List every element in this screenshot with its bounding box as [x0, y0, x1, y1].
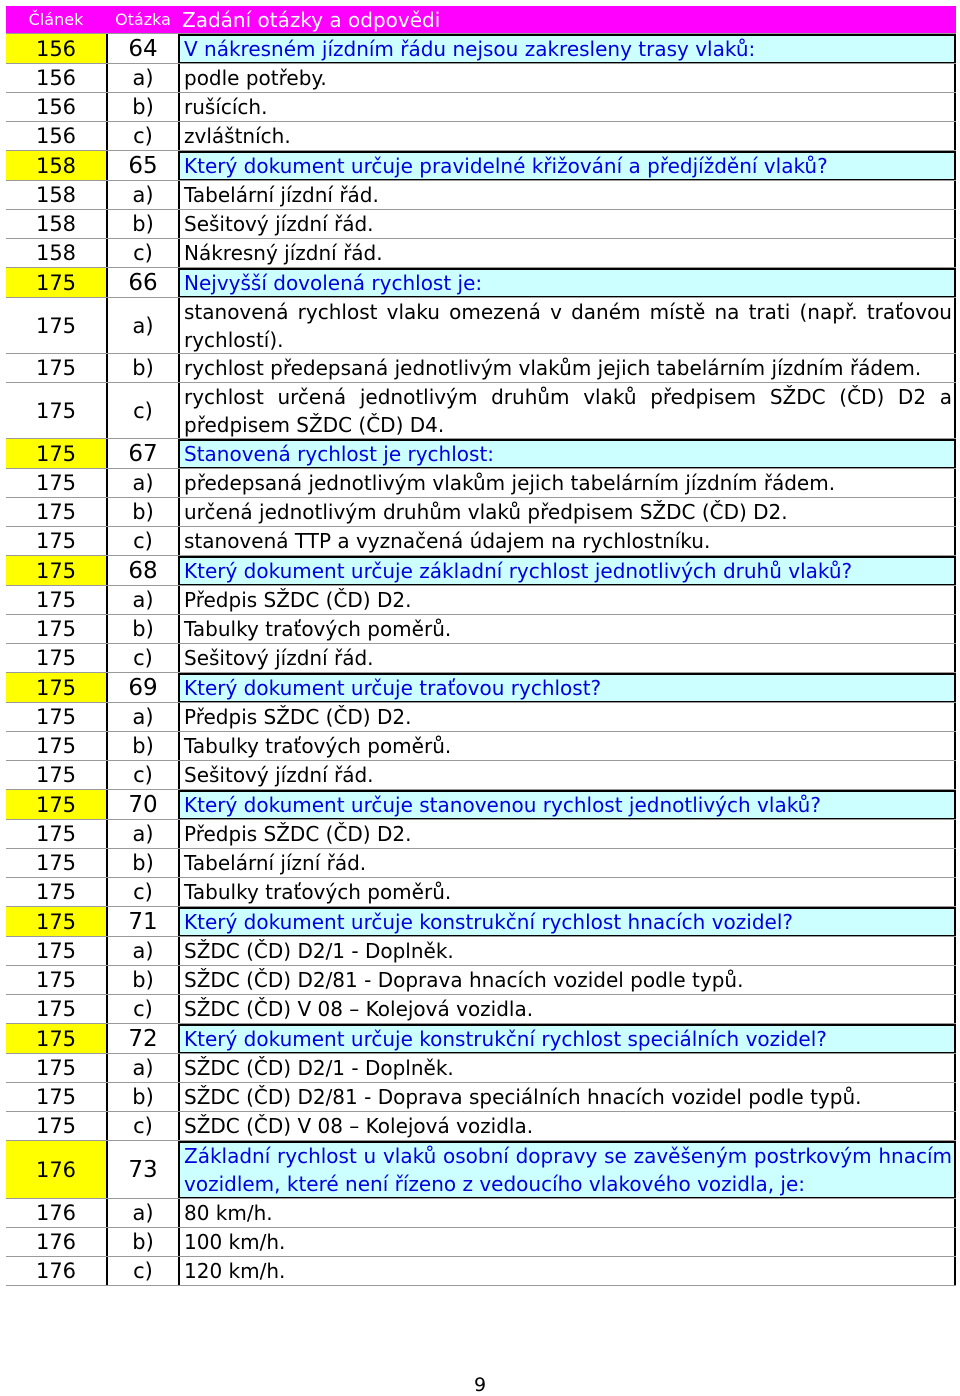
answer-text: SŽDC (ČD) V 08 – Kolejová vozidla. — [180, 1112, 956, 1140]
answer-row — [6, 298, 956, 354]
answer-letter: c) — [106, 644, 180, 672]
answer-text: SŽDC (ČD) D2/81 - Doprava speciálních hnacích vozidel podle typů. — [180, 1083, 956, 1111]
question-clanek: 156 — [6, 34, 106, 63]
answer-text: Tabulky traťových poměrů. — [180, 732, 956, 760]
question-text: Který dokument určuje pravidelné křižování a předjíždění vlaků? — [180, 151, 956, 180]
question-clanek: 175 — [6, 790, 106, 819]
answer-row — [6, 1083, 956, 1112]
answer-text: stanovená TTP a vyznačená údajem na rychlostníku. — [180, 527, 956, 555]
answer-clanek: 175 — [35, 939, 77, 963]
answer-row — [6, 527, 956, 556]
answer-letter: a) — [106, 1199, 180, 1227]
answer-letter: b) — [106, 615, 180, 643]
question-number: 66 — [106, 268, 180, 297]
answer-row — [6, 1257, 956, 1286]
answer-clanek: 175 — [35, 500, 77, 524]
answer-letter: b) — [106, 966, 180, 994]
answer-clanek: 176 — [35, 1230, 77, 1254]
answer-row — [6, 820, 956, 849]
answer-letter: c) — [106, 527, 180, 555]
question-clanek: 176 — [6, 1141, 106, 1198]
answer-row — [6, 354, 956, 383]
answer-clanek: 175 — [35, 1085, 77, 1109]
answer-letter: b) — [106, 732, 180, 760]
answer-row — [6, 239, 956, 268]
answer-text: SŽDC (ČD) D2/1 - Doplněk. — [180, 937, 956, 965]
answer-row — [6, 93, 956, 122]
answer-clanek: 175 — [35, 529, 77, 553]
answer-clanek: 176 — [35, 1259, 77, 1283]
answer-letter: c) — [106, 1112, 180, 1140]
answer-letter: b) — [106, 849, 180, 877]
answer-row — [6, 1054, 956, 1083]
question-row — [6, 1141, 956, 1199]
answer-letter: b) — [106, 354, 180, 382]
answer-clanek: 158 — [35, 241, 77, 265]
answer-row — [6, 761, 956, 790]
question-row — [6, 34, 956, 64]
answer-text: Tabelární jízní řád. — [180, 849, 956, 877]
question-row — [6, 673, 956, 703]
question-row — [6, 1024, 956, 1054]
answer-clanek: 175 — [35, 705, 77, 729]
question-row — [6, 151, 956, 181]
question-clanek: 175 — [6, 556, 106, 585]
answer-clanek: 156 — [35, 124, 77, 148]
answer-text: předepsaná jednotlivým vlakům jejich tabelárním jízdním řádem. — [180, 469, 956, 497]
answer-clanek: 175 — [35, 822, 77, 846]
question-text: Stanovená rychlost je rychlost: — [180, 439, 956, 468]
answer-row — [6, 1228, 956, 1257]
question-clanek: 158 — [6, 151, 106, 180]
answer-clanek: 175 — [35, 1056, 77, 1080]
answer-row — [6, 586, 956, 615]
question-text: Který dokument určuje konstrukční rychlost speciálních vozidel? — [180, 1024, 956, 1053]
answer-clanek: 176 — [35, 1201, 77, 1225]
answer-row — [6, 615, 956, 644]
answer-letter: a) — [106, 298, 180, 353]
answer-clanek: 175 — [35, 646, 77, 670]
question-clanek: 175 — [6, 907, 106, 936]
answer-letter: b) — [106, 1228, 180, 1256]
answer-letter: c) — [106, 995, 180, 1023]
answer-row — [6, 181, 956, 210]
answer-clanek: 175 — [35, 880, 77, 904]
answer-letter: a) — [106, 586, 180, 614]
answer-text: určená jednotlivým druhům vlaků předpisem SŽDC (ČD) D2. — [180, 498, 956, 526]
answer-text: Sešitový jízdní řád. — [180, 761, 956, 789]
answer-text: 100 km/h. — [180, 1228, 956, 1256]
answer-letter: a) — [106, 64, 180, 92]
question-clanek: 175 — [6, 268, 106, 297]
answer-clanek: 175 — [35, 588, 77, 612]
question-number: 67 — [106, 439, 180, 468]
answer-row — [6, 1199, 956, 1228]
question-number: 69 — [106, 673, 180, 702]
answer-clanek: 175 — [35, 1114, 77, 1138]
answer-clanek: 175 — [35, 356, 77, 380]
question-text: Nejvyšší dovolená rychlost je: — [180, 268, 956, 297]
answer-text: 120 km/h. — [180, 1257, 956, 1285]
header-otazka: Otázka — [115, 10, 171, 29]
header-zadani: Zadání otázky a odpovědi — [182, 7, 441, 32]
answer-text: Nákresný jízdní řád. — [180, 239, 956, 267]
answer-clanek: 175 — [35, 471, 77, 495]
question-row — [6, 268, 956, 298]
answer-text: Sešitový jízdní řád. — [180, 210, 956, 238]
answer-text: podle potřeby. — [180, 64, 956, 92]
table-header — [6, 6, 956, 34]
answer-clanek: 175 — [35, 734, 77, 758]
answer-text: SŽDC (ČD) D2/81 - Doprava hnacích vozidel podle typů. — [180, 966, 956, 994]
answer-text: rušících. — [180, 93, 956, 121]
answer-letter: b) — [106, 210, 180, 238]
answer-text: Předpis SŽDC (ČD) D2. — [180, 703, 956, 731]
question-row — [6, 790, 956, 820]
answer-letter: a) — [106, 820, 180, 848]
answer-letter: b) — [106, 93, 180, 121]
answer-clanek: 156 — [35, 95, 77, 119]
answer-text: zvláštních. — [180, 122, 956, 150]
answer-row — [6, 498, 956, 527]
answer-row — [6, 937, 956, 966]
table-body — [6, 34, 956, 1286]
answer-clanek: 175 — [35, 398, 77, 423]
answer-letter: c) — [106, 1257, 180, 1285]
question-row — [6, 907, 956, 937]
answer-letter: c) — [106, 383, 180, 438]
answer-clanek: 156 — [35, 66, 77, 90]
answer-clanek: 158 — [35, 212, 77, 236]
answer-letter: a) — [106, 703, 180, 731]
answer-clanek: 175 — [35, 997, 77, 1021]
answer-row — [6, 122, 956, 151]
answer-text: stanovená rychlost vlaku omezená v daném místě na trati (např. traťovou rychlostí). — [180, 298, 956, 353]
answer-row — [6, 210, 956, 239]
answer-row — [6, 64, 956, 93]
question-text: Který dokument určuje konstrukční rychlost hnacích vozidel? — [180, 907, 956, 936]
answer-text: Tabelární jízdní řád. — [180, 181, 956, 209]
answer-text: Předpis SŽDC (ČD) D2. — [180, 586, 956, 614]
question-number: 73 — [106, 1141, 180, 1198]
answer-text: rychlost předepsaná jednotlivým vlakům jejich tabelárním jízdním řádem. — [180, 354, 956, 382]
answer-letter: c) — [106, 239, 180, 267]
question-row — [6, 556, 956, 586]
answer-clanek: 175 — [35, 851, 77, 875]
answer-letter: a) — [106, 181, 180, 209]
answer-clanek: 175 — [35, 313, 77, 338]
answer-row — [6, 849, 956, 878]
answer-row — [6, 966, 956, 995]
answer-text: SŽDC (ČD) V 08 – Kolejová vozidla. — [180, 995, 956, 1023]
answer-text: Sešitový jízdní řád. — [180, 644, 956, 672]
answer-text: Tabulky traťových poměrů. — [180, 615, 956, 643]
page-number: 9 — [473, 1374, 487, 1396]
answer-text: Tabulky traťových poměrů. — [180, 878, 956, 906]
question-text: V nákresném jízdním řádu nejsou zakresleny trasy vlaků: — [180, 34, 956, 63]
answer-letter: c) — [106, 122, 180, 150]
answer-row — [6, 878, 956, 907]
answer-letter: b) — [106, 1083, 180, 1111]
question-table — [6, 6, 956, 1286]
answer-letter: c) — [106, 761, 180, 789]
answer-text: rychlost určená jednotlivým druhům vlaků předpisem SŽDC (ČD) D2 a předpisem SŽDC (ČD) D4. — [180, 383, 956, 438]
answer-text: Předpis SŽDC (ČD) D2. — [180, 820, 956, 848]
question-text: Který dokument určuje traťovou rychlost? — [180, 673, 956, 702]
question-text: Který dokument určuje stanovenou rychlost jednotlivých vlaků? — [180, 790, 956, 819]
question-number: 65 — [106, 151, 180, 180]
question-text: Který dokument určuje základní rychlost jednotlivých druhů vlaků? — [180, 556, 956, 585]
question-number: 72 — [106, 1024, 180, 1053]
header-clanek: Článek — [28, 10, 84, 29]
answer-row — [6, 1112, 956, 1141]
answer-row — [6, 644, 956, 673]
question-number: 64 — [106, 34, 180, 63]
answer-letter: a) — [106, 937, 180, 965]
answer-clanek: 175 — [35, 968, 77, 992]
answer-text: 80 km/h. — [180, 1199, 956, 1227]
answer-letter: b) — [106, 498, 180, 526]
question-clanek: 175 — [6, 1024, 106, 1053]
answer-clanek: 175 — [35, 763, 77, 787]
question-clanek: 175 — [6, 673, 106, 702]
answer-row — [6, 469, 956, 498]
answer-letter: a) — [106, 1054, 180, 1082]
question-number: 71 — [106, 907, 180, 936]
answer-row — [6, 383, 956, 439]
answer-row — [6, 995, 956, 1024]
answer-letter: a) — [106, 469, 180, 497]
answer-text: SŽDC (ČD) D2/1 - Doplněk. — [180, 1054, 956, 1082]
answer-row — [6, 703, 956, 732]
question-number: 70 — [106, 790, 180, 819]
question-number: 68 — [106, 556, 180, 585]
question-clanek: 175 — [6, 439, 106, 468]
answer-letter: c) — [106, 878, 180, 906]
question-text: Základní rychlost u vlaků osobní dopravy se zavěšeným postrkovým hnacím vozidlem, které není řízeno z vedoucího vlakového vozidla, je: — [180, 1141, 956, 1198]
answer-clanek: 175 — [35, 617, 77, 641]
question-row — [6, 439, 956, 469]
answer-clanek: 158 — [35, 183, 77, 207]
answer-row — [6, 732, 956, 761]
